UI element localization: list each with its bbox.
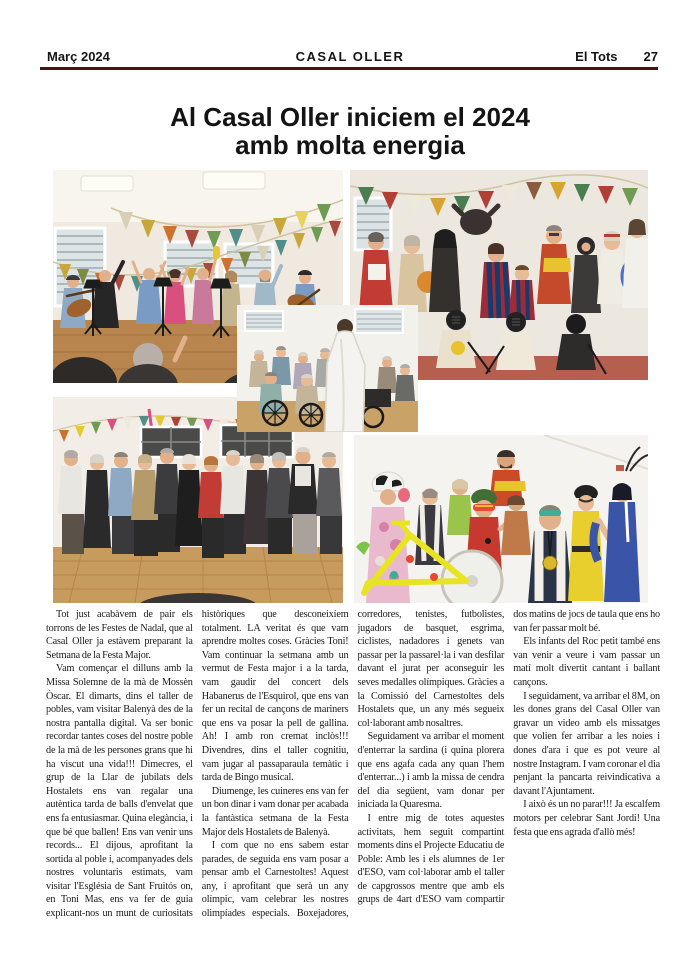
article-title-line2: amb molta energia [235, 130, 465, 161]
article-body [46, 608, 660, 923]
article-paragraph: I entre mig de totes aquestes activitats, hem seguit compartint moments dins el Projecte Educatiu de Poble: Amb les i els alumnes de 1er d'ESO, vam col·laborar amb el taller de capgrossos mentre que amb els grups de 4art d'ESO vam compartir dos matins de jocs de taula que ens ho van fer passar molt bé. [357, 609, 660, 906]
article-paragraph: Diumenge, les cuineres ens van fer un bon dinar i vam donar per acabada la fantàstica setmana de la Festa Major dels Hostalets de Balenyà. [201, 785, 349, 838]
header-date: Març 2024 [47, 49, 110, 64]
article-paragraph: Vam començar el dilluns amb la Missa Solemne de la mà de Mossèn Òscar. El dimarts, dins el taller de pobles, vam visitar Balenyà des de la nostra pantalla digital. Va ser bonic recordar tantes coses del nostre poble de la mà de les persones grans que hi ha viscut una vida!!! Dimecres, el grup de la Llar de jubilats dels Hostalets ens van regalar una autèntica tarda de balls d'envelat que ens fa entusiasmar. Quina elegància, i que bé que ballen! Ens van venir uns records... El dijous, aprofitant la sortida al poble i, acompanyades dels nostres voluntaris estimats, vam visitar l'Església de Sant Fruitós on, en Toni Mas, ens va fer de guia explicant-nos un munt de curiositats històriques que desconeixíem totalment. LA veritat és que vam aprendre moltes coses. Gràcies Toni! Vam continuar la setmana amb un vermut de Festa major i a la tarda, vam gaudir del concert dels Habanerus de l'Esquirol, que ens van fer un recital de cançons de mariners que ens va posar la pell de gallina. Ah! I amb ron cremat inclòs!!! Divendres, dins el taller cognitiu, vam jugar al passaparaula temàtic i tarda de Bingo musical. [46, 609, 349, 920]
article-paragraph: I com que no ens sabem estar parades, de seguida ens vam posar a pensar amb el Carnestoltes! Aquest any, i aprofitant que serà un any olímpic, vam celebrar les nostres olimpíades especials. Boxejadores, corredores, tenistes, futbolistes, jugadors de basquet, esgrima, ciclistes, nadadores i genets van passar per la passarel·la i van desfilar davant el jurat per aconseguir les seves medalles olímpiques. Gràcies a la Comissió del Carnestoltes dels Hostalets que, un any més segueix col·laborant amb nosaltres. [201, 609, 505, 920]
article-paragraph: I seguidament, va arribar el 8M, on les dones grans del Casal Oller van gravar un video amb els missatges que volien fer arribar a les noies i dones d'ara i que es pot veure al nostre Instagram. I vam coronar el dia penjant la pancarta reivindicativa a davant l'Ajuntament. [513, 690, 660, 797]
header-section-title: CASAL OLLER [295, 49, 405, 64]
photo-ciclistes-carnestoltes [354, 435, 648, 603]
article-title-line1: Al Casal Oller iniciem el 2024 [170, 102, 530, 133]
photo-missa-solemne [237, 305, 418, 432]
article-paragraph: Seguidament va arribar el moment d'enterrar la sardina (i quina plorera que ens agafa cada any quan l'hem d'enterrar...) i amb la missa de cendra del dia següent, vam donar per iniciada la Quaresma. [357, 731, 505, 811]
article-paragraph: I això és un no parar!!! Ja escalfem motors per celebrar Sant Jordi! Una festa que ens agrada d'allò més! [513, 799, 660, 838]
article-paragraph: Els infants del Roc petit també ens van venir a veure i vam passar un matí molt divertit cantant i ballant cançons. [513, 636, 660, 688]
header-page-number: 27 [643, 49, 658, 64]
article-paragraph: Tot just acabàvem de pair els torrons de les Festes de Nadal, que al Casal Oller ja estàvem preparant la Setmana de la Festa Major. [46, 609, 193, 661]
header-magazine-name: El Tots [575, 49, 618, 64]
kneeling-fencers [436, 310, 606, 374]
